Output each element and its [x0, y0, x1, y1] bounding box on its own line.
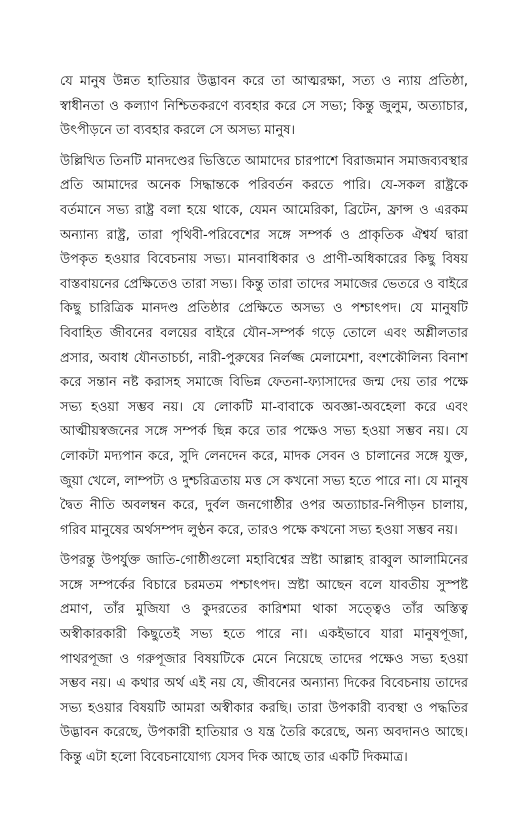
document-page	[60, 70, 468, 777]
paragraph-3: উপরন্তু উপর্যুক্ত জাতি-গোষ্ঠীগুলো মহাবিশ্বের স্রষ্টা আল্লাহ রাব্বুল আলামিনের সঙ্গে সম্পর্কের বিচারে চরমতম পশ্চাৎপদ। স্রষ্টা আছেন বলে যাবতীয় সুস্পষ্ট প্রমাণ, তাঁর মুজিযা ও কুদরতের কারিশমা থাকা সত্ত্বেও তাঁর অস্তিত্ব অস্বীকারকারী কিছুতেই সভ্য হতে পারে না। একইভাবে যারা মানুষপূজা, পাথরপূজা ও গরুপূজার বিষয়টিকে মেনে নিয়েছে তাদের পক্ষেও সভ্য হওয়া সম্ভব নয়। এ কথার অর্থ এই নয় যে, জীবনের অন্যান্য দিকের বিবেচনায় তাদের সভ্য হওয়ার বিষয়টি আমরা অস্বীকার করছি। তারা উপকারী ব্যবস্থা ও পদ্ধতির উদ্ভাবন করেছে, উপকারী হাতিয়ার ও যন্ত্র তৈরি করেছে, অন্য অবদানও আছে। কিন্তু এটা হলো বিবেচনাযোগ্য যেসব দিক আছে তার একটি দিকমাত্র।	[60, 553, 468, 766]
paragraph-1: যে মানুষ উন্নত হাতিয়ার উদ্ভাবন করে তা আত্মরক্ষা, সত্য ও ন্যায় প্রতিষ্ঠা, স্বাধীনতা ও কল্যাণ নিশ্চিতকরণে ব্যবহার করে সে সভ্য; কিন্তু জুলুম, অত্যাচার, উৎপীড়নে তা ব্যবহার করলে সে অসভ্য মানুষ।	[60, 74, 468, 139]
paragraph-2: উল্লিখিত তিনটি মানদণ্ডের ভিত্তিতে আমাদের চারপাশে বিরাজমান সমাজব্যবস্থার প্রতি আমাদের অনেক সিদ্ধান্তকে পরিবর্তন করতে পারি। যে-সকল রাষ্ট্রকে বর্তমানে সভ্য রাষ্ট্র বলা হয়ে থাকে, যেমন আমেরিকা, ব্রিটেন, ফ্রান্স ও এরকম অন্যান্য রাষ্ট্র, তারা পৃথিবী-পরিবেশের সঙ্গে সম্পর্ক ও প্রাকৃতিক ঐশ্বর্য দ্বারা উপকৃত হওয়ার বিবেচনায় সভ্য। মানবাধিকার ও প্রাণী-অধিকারের কিছু বিষয় বাস্তবায়নের প্রেক্ষিতেও তারা সভ্য। কিন্তু তারা তাদের সমাজের ভেতরে ও বাইরে কিছু চারিত্রিক মানদণ্ড প্রতিষ্ঠার প্রেক্ষিতে অসভ্য ও পশ্চাৎপদ। যে মানুষটি বিবাহিত জীবনের বলয়ের বাইরে যৌন-সম্পর্ক গড়ে তোলে এবং অশ্লীলতার প্রসার, অবাধ যৌনতাচর্চা, নারী-পুরুষের নির্লজ্জ মেলামেশা, বংশকৌলিন্য বিনাশ করে সন্তান নষ্ট করাসহ সমাজে বিভিন্ন ফেতনা-ফ্যাসাদের জন্ম দেয় তার পক্ষে সভ্য হওয়া সম্ভব নয়। যে লোকটি মা-বাবাকে অবজ্ঞা-অবহেলা করে এবং আত্মীয়স্বজনের সঙ্গে সম্পর্ক ছিন্ন করে তার পক্ষেও সভ্য হওয়া সম্ভব নয়। যে লোকটা মদ্যপান করে, সুদি লেনদেন করে, মাদক সেবন ও চালানের সঙ্গে যুক্ত, জুয়া খেলে, লাম্পট্য ও দুশ্চরিত্রতায় মত্ত সে কখনো সভ্য হতে পারে না। যে মানুষ দ্বৈত নীতি অবলম্বন করে, দুর্বল জনগোষ্ঠীর ওপর অত্যাচার-নিপীড়ন চালায়, গরিব মানুষের অর্থসম্পদ লুণ্ঠন করে, তারও পক্ষে কখনো সভ্য হওয়া সম্ভব নয়।	[60, 153, 468, 538]
